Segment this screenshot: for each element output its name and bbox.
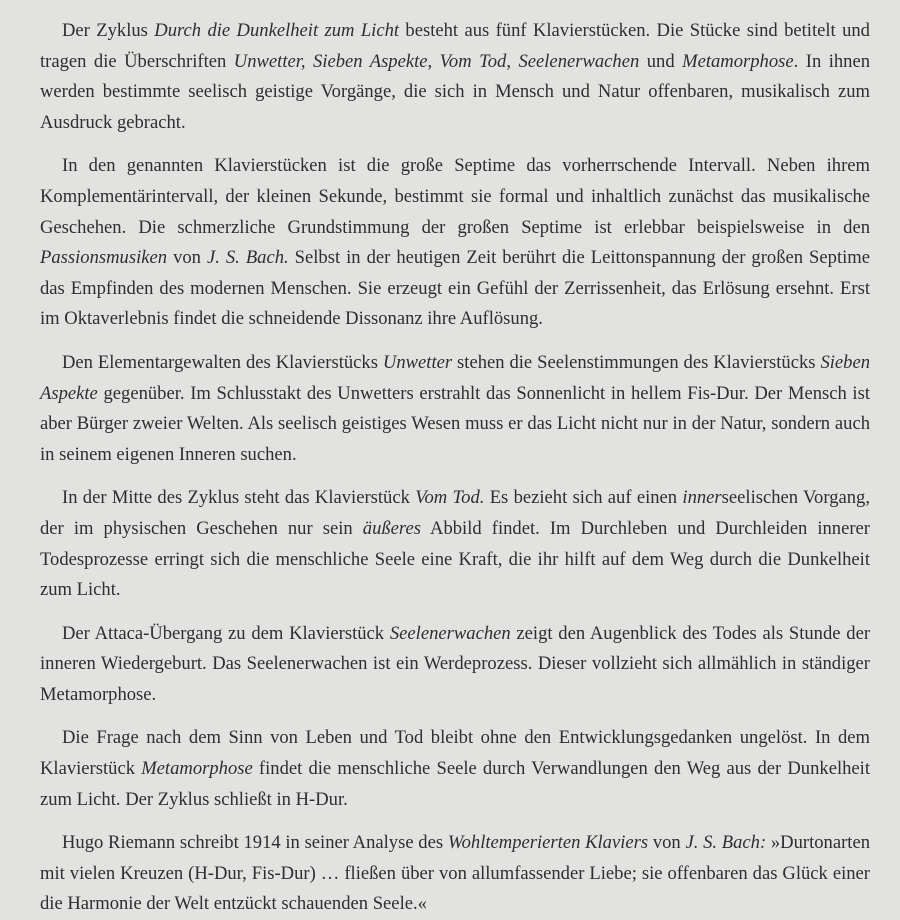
italic-text-run: Unwetter (382, 351, 453, 373)
text-run: , (506, 50, 519, 72)
italic-text-run: äußeres (362, 517, 421, 539)
paragraph-septime (40, 151, 870, 335)
text-run: zeigt den Augenblick des Todes als Stunde der inneren Wiedergeburt. Das Seelenerwachen ist ein Werdeprozess. Dieser vollzieht sich allmählich in ständiger Metamorphose. (40, 622, 871, 705)
text-run: In den genannten Klavierstücken ist die große Septime das vorherrschende Intervall. Neben ihrem Komplementärintervall, der kleinen Sekunde, bestimmt sie formal und inhaltlich zunächst das musikalische Geschehen. Die schmerzliche Grundstimmung der großen Septime ist erlebbar beispielsweise in den (40, 155, 870, 238)
text-run: Selbst in der heutigen Zeit berührt die Leittonspannung der großen Septime das Empfinden des modernen Menschen. Sie erzeugt ein Gefühl der Zerrissenheit, das Erlösung ersehnt. Erst im Oktaverlebnis findet die schneidende Dissonanz ihre Auflösung. (40, 247, 871, 330)
text-run: Der Attaca-Übergang zu dem Klavierstück (62, 622, 390, 644)
paragraph-metamorphose (40, 723, 870, 815)
italic-text-run: Vom Tod. (415, 487, 485, 509)
text-run: , (427, 50, 440, 72)
italic-text-run: Vom Tod (439, 50, 507, 72)
text-run: In der Mitte des Zyklus steht das Klavierstück (62, 487, 416, 509)
text-run: und (639, 50, 683, 72)
text-run: . In ihnen werden bestimmte seelisch geistige Vorgänge, die sich in Mensch und Natur offenbaren, musikalisch zum Ausdruck gebracht. (40, 50, 871, 133)
paragraph-unwetter (40, 348, 870, 470)
text-run: findet die menschliche Seele durch Verwandlungen den Weg aus der Dunkelheit zum Licht. Der Zyklus schließt in H-Dur. (40, 758, 870, 810)
paragraph-intro (40, 16, 870, 138)
text-run: Es bezieht sich auf einen (484, 487, 683, 509)
italic-text-run: Seelenerwachen (518, 50, 640, 72)
italic-text-run: Passionsmusiken (40, 247, 168, 269)
text-run: gegenüber. Im Schlusstakt des Unwetters erstrahlt das Sonnenlicht in hellem Fis-Dur. Der Mensch ist aber Bürger zweier Welten. Als seelisch geistiges Wesen muss er das Licht nicht nur in der Natur, sondern auch in seinem eigenen Inneren suchen. (40, 382, 870, 465)
text-run: Die Frage nach dem Sinn von Leben und Tod bleibt ohne den Entwicklungsgedanken ungelöst. In dem Klavierstück (40, 727, 870, 780)
text-run: besteht aus fünf Klavierstücken. Die Stücke sind betitelt und tragen die Überschriften (40, 20, 870, 72)
italic-text-run: Seelenerwachen (389, 622, 511, 644)
italic-text-run: J. S. Bach. (206, 247, 289, 269)
text-run: Den Elementargewalten des Klavierstücks (62, 351, 383, 373)
italic-text-run: Durch die Dunkelheit zum Licht (154, 20, 400, 41)
text-run: Abbild findet. Im Durchleben und Durchleiden innerer Todesprozesse erringt sich die menschliche Seele eine Kraft, die ihr hilft auf dem Weg durch die Dunkelheit zum Licht. (40, 517, 870, 601)
text-run: stehen die Seelenstimmungen des Klavierstücks (452, 351, 821, 373)
italic-text-run: Unwetter, Sieben Aspekte (233, 50, 428, 72)
italic-text-run: Metamorphose (141, 758, 253, 780)
text-body (40, 16, 870, 920)
paragraph-riemann-quote (40, 828, 870, 920)
text-run: »Durtonarten mit vielen Kreuzen (H-Dur, Fis-Dur) … fließen über von allumfassender Liebe; sie offenbaren das Glück einer die Harmonie der Welt entzückt schauenden Seele.« (40, 832, 870, 915)
italic-text-run: Metamorphose (682, 50, 794, 72)
paragraph-vom-tod (40, 483, 870, 605)
text-run: Der Zyklus (62, 20, 155, 41)
text-run: von (167, 247, 207, 269)
italic-text-run: Sieben Aspekte (40, 351, 870, 404)
text-run: Hugo Riemann schreibt 1914 in seiner Analyse des (62, 832, 448, 854)
italic-text-run: inner (682, 487, 722, 509)
text-run: seelischen Vorgang, der im physischen Geschehen nur sein (40, 487, 870, 539)
paragraph-seelenerwachen (40, 619, 870, 711)
italic-text-run: J. S. Bach: (685, 832, 767, 854)
text-run: von (648, 832, 686, 854)
italic-text-run: Wohltemperierten Klaviers (447, 832, 649, 854)
